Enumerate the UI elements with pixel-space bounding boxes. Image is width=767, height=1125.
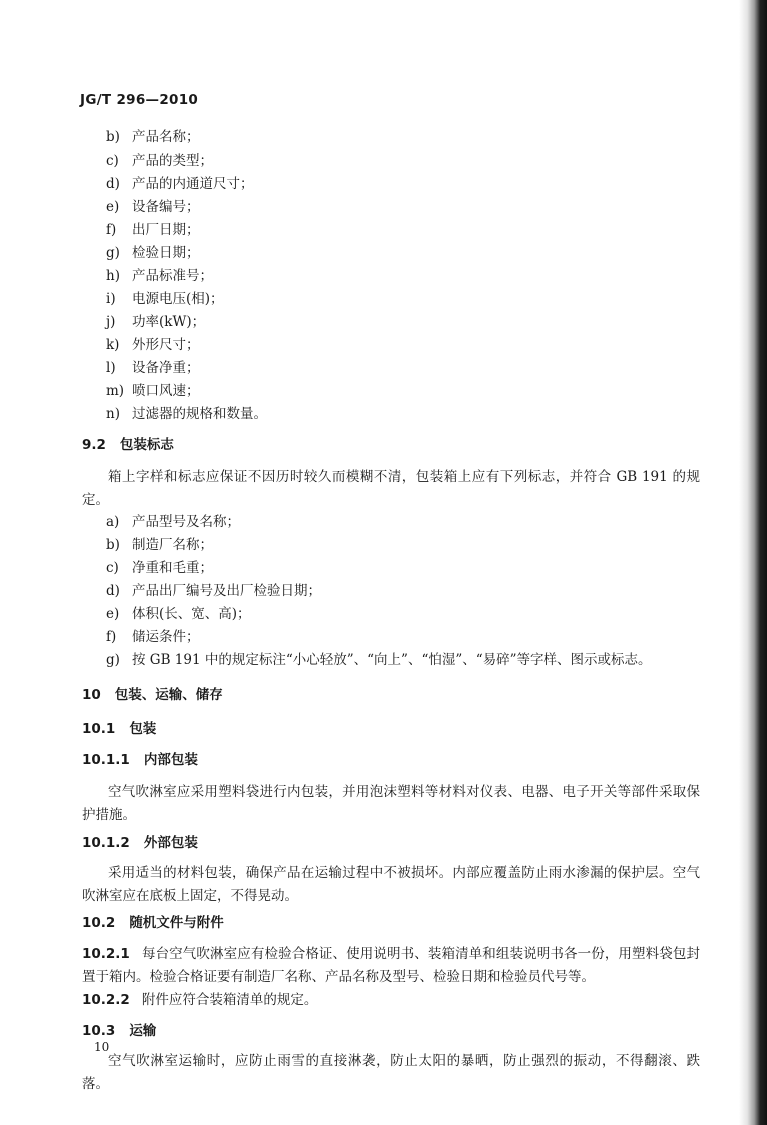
- section-heading-10-1-1: 10.1.1 内部包装: [82, 752, 198, 768]
- list-item: f) 出厂日期；: [106, 222, 200, 238]
- section-heading-10: 10 包装、运输、储存: [82, 687, 223, 703]
- list-item: i) 电源电压(相)；: [106, 291, 224, 307]
- section-heading-10-3: 10.3 运输: [82, 1023, 157, 1039]
- list-item: f) 储运条件；: [106, 629, 200, 645]
- section-heading-10-1: 10.1 包装: [82, 721, 157, 737]
- paragraph-9-2: 箱上字样和标志应保证不因历时较久而模糊不清，包装箱上应有下列标志，并符合 GB 191 的规定。: [82, 469, 700, 508]
- list-item: e) 体积(长、宽、高)；: [106, 606, 251, 622]
- list-item: k) 外形尺寸；: [106, 337, 200, 353]
- list-item: m) 喷口风速；: [106, 383, 200, 399]
- list-item: n) 过滤器的规格和数量。: [106, 406, 267, 422]
- paragraph-10-3: 空气吹淋室运输时，应防止雨雪的直接淋袭，防止太阳的暴晒，防止强烈的振动，不得翻滚、跌落。: [82, 1053, 700, 1092]
- list-item: b) 产品名称；: [106, 129, 200, 145]
- paragraph-10-1-2: 采用适当的材料包装，确保产品在运输过程中不被损坏。内部应覆盖防止雨水渗漏的保护层。空气吹淋室应在底板上固定，不得晃动。: [82, 865, 700, 904]
- list-item: l) 设备净重；: [106, 360, 200, 376]
- section-heading-9-2: 9.2 包装标志: [82, 437, 174, 453]
- paragraph-10-2-1: 10.2.1 每台空气吹淋室应有检验合格证、使用说明书、装箱清单和组装说明书各一份，用塑料袋包封置于箱内。检验合格证要有制造厂名称、产品名称及型号、检验日期和检验员代号等。: [82, 946, 700, 985]
- list-item: d) 产品的内通道尺寸；: [106, 176, 254, 192]
- paragraph-10-1-1: 空气吹淋室应采用塑料袋进行内包装，并用泡沫塑料等材料对仪表、电器、电子开关等部件采取保护措施。: [82, 784, 700, 823]
- list-item: g) 检验日期；: [106, 245, 200, 261]
- list-item: h) 产品标准号；: [106, 268, 213, 284]
- section-heading-10-2: 10.2 随机文件与附件: [82, 915, 224, 931]
- standard-header: JG/T 296—2010: [80, 92, 199, 108]
- list-item: j) 功率(kW)；: [106, 314, 206, 330]
- list-item: a) 产品型号及名称；: [106, 514, 240, 530]
- list-item: c) 净重和毛重；: [106, 560, 213, 576]
- list-item: c) 产品的类型；: [106, 153, 213, 169]
- paragraph-10-2-2: 10.2.2 附件应符合装箱清单的规定。: [82, 992, 318, 1008]
- list-item: d) 产品出厂编号及出厂检验日期；: [106, 583, 321, 599]
- page-number: 10: [94, 1040, 110, 1054]
- section-heading-10-1-2: 10.1.2 外部包装: [82, 835, 198, 851]
- list-item: b) 制造厂名称；: [106, 537, 213, 553]
- list-item: g) 按 GB 191 中的规定标注“小心轻放”、“向上”、“怕湿”、“易碎”等字样、图示或标志。: [106, 652, 652, 668]
- scan-binding-edge: [739, 0, 767, 1125]
- list-item: e) 设备编号；: [106, 199, 200, 215]
